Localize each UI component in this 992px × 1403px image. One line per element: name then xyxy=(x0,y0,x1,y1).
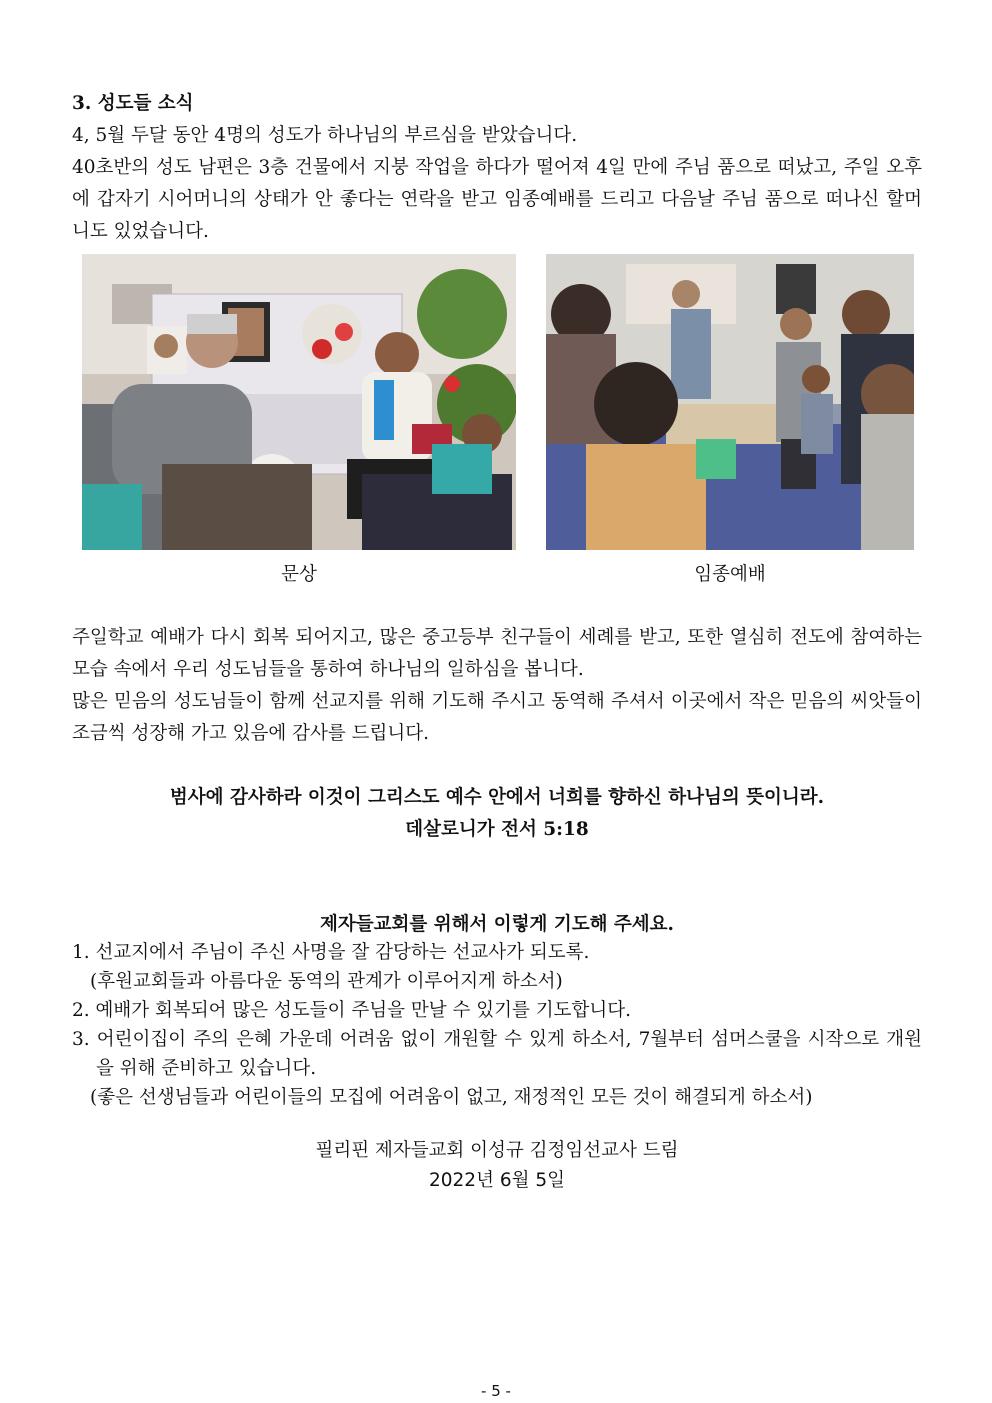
signature-date: 2022년 6월 5일 xyxy=(429,1170,565,1191)
thanks-paragraph: 많은 믿음의 성도님들이 함께 선교지를 위해 기도해 주시고 동역해 주셔서 이곳에서 작은 믿음의 씨앗들이 조금씩 성장해 가고 있음에 감사를 드립니다. xyxy=(72,691,922,744)
prayer-item-3: 3. 어린이집이 주의 은혜 가운데 어려움 없이 개원할 수 있게 하소서, 7월부터 섬머스쿨을 시작으로 개원을 위해 준비하고 있습니다. xyxy=(72,1029,922,1079)
news-intro-line: 4, 5월 두달 동안 4명의 성도가 하나님의 부르심을 받았습니다. xyxy=(72,125,578,146)
condolence-photo xyxy=(82,254,516,550)
verse-text: 범사에 감사하라 이것이 그리스도 예수 안에서 너희를 향하신 하나님의 뜻이니라. xyxy=(169,787,825,808)
verse-reference: 데살로니가 전서 5:18 xyxy=(405,819,589,840)
section-heading: 3. 성도들 소식 xyxy=(72,93,194,114)
news-paragraph: 40초반의 성도 남편은 3층 건물에서 지붕 작업을 하다가 떨어져 4일 만에 주님 품으로 떠났고, 주일 오후에 갑자기 시어머니의 상태가 안 좋다는 연락을 받고 임종예배를 드리고 다음날 주님 품으로 떠나신 할머니도 있었습니다. xyxy=(72,157,922,242)
prayer-list xyxy=(72,938,922,1112)
deathbed-service-caption: 임종예배 xyxy=(694,564,766,585)
signature xyxy=(72,1136,922,1196)
prayer-item-3-note: (좋은 선생님들과 어린이들의 모집에 어려움이 없고, 재정적인 모든 것이 해결되게 하소서) xyxy=(90,1087,813,1108)
deathbed-service-photo xyxy=(546,254,914,550)
signature-line: 필리핀 제자들교회 이성규 김정임선교사 드림 xyxy=(315,1140,679,1161)
prayer-item-1-note: (후원교회들과 아름다운 동역의 관계가 이루어지게 하소서) xyxy=(90,971,563,992)
page-number: - 5 - xyxy=(481,1382,511,1400)
news-section xyxy=(72,88,922,248)
condolence-caption: 문상 xyxy=(281,564,317,585)
prayer-item-1: 1. 선교지에서 주님이 주신 사명을 잘 감당하는 선교사가 되도록. xyxy=(72,942,590,963)
prayer-title: 제자들교회를 위해서 이렇게 기도해 주세요. xyxy=(320,914,674,935)
bible-verse xyxy=(72,782,922,846)
sunday-school-paragraph: 주일학교 예배가 다시 회복 되어지고, 많은 중고등부 친구들이 세례를 받고, 또한 열심히 전도에 참여하는 모습 속에서 우리 성도님들을 통하여 하나님의 일하심을 봅니다. xyxy=(72,627,922,680)
prayer-item-2: 2. 예배가 회복되어 많은 성도들이 주님을 만날 수 있기를 기도합니다. xyxy=(72,1000,631,1021)
